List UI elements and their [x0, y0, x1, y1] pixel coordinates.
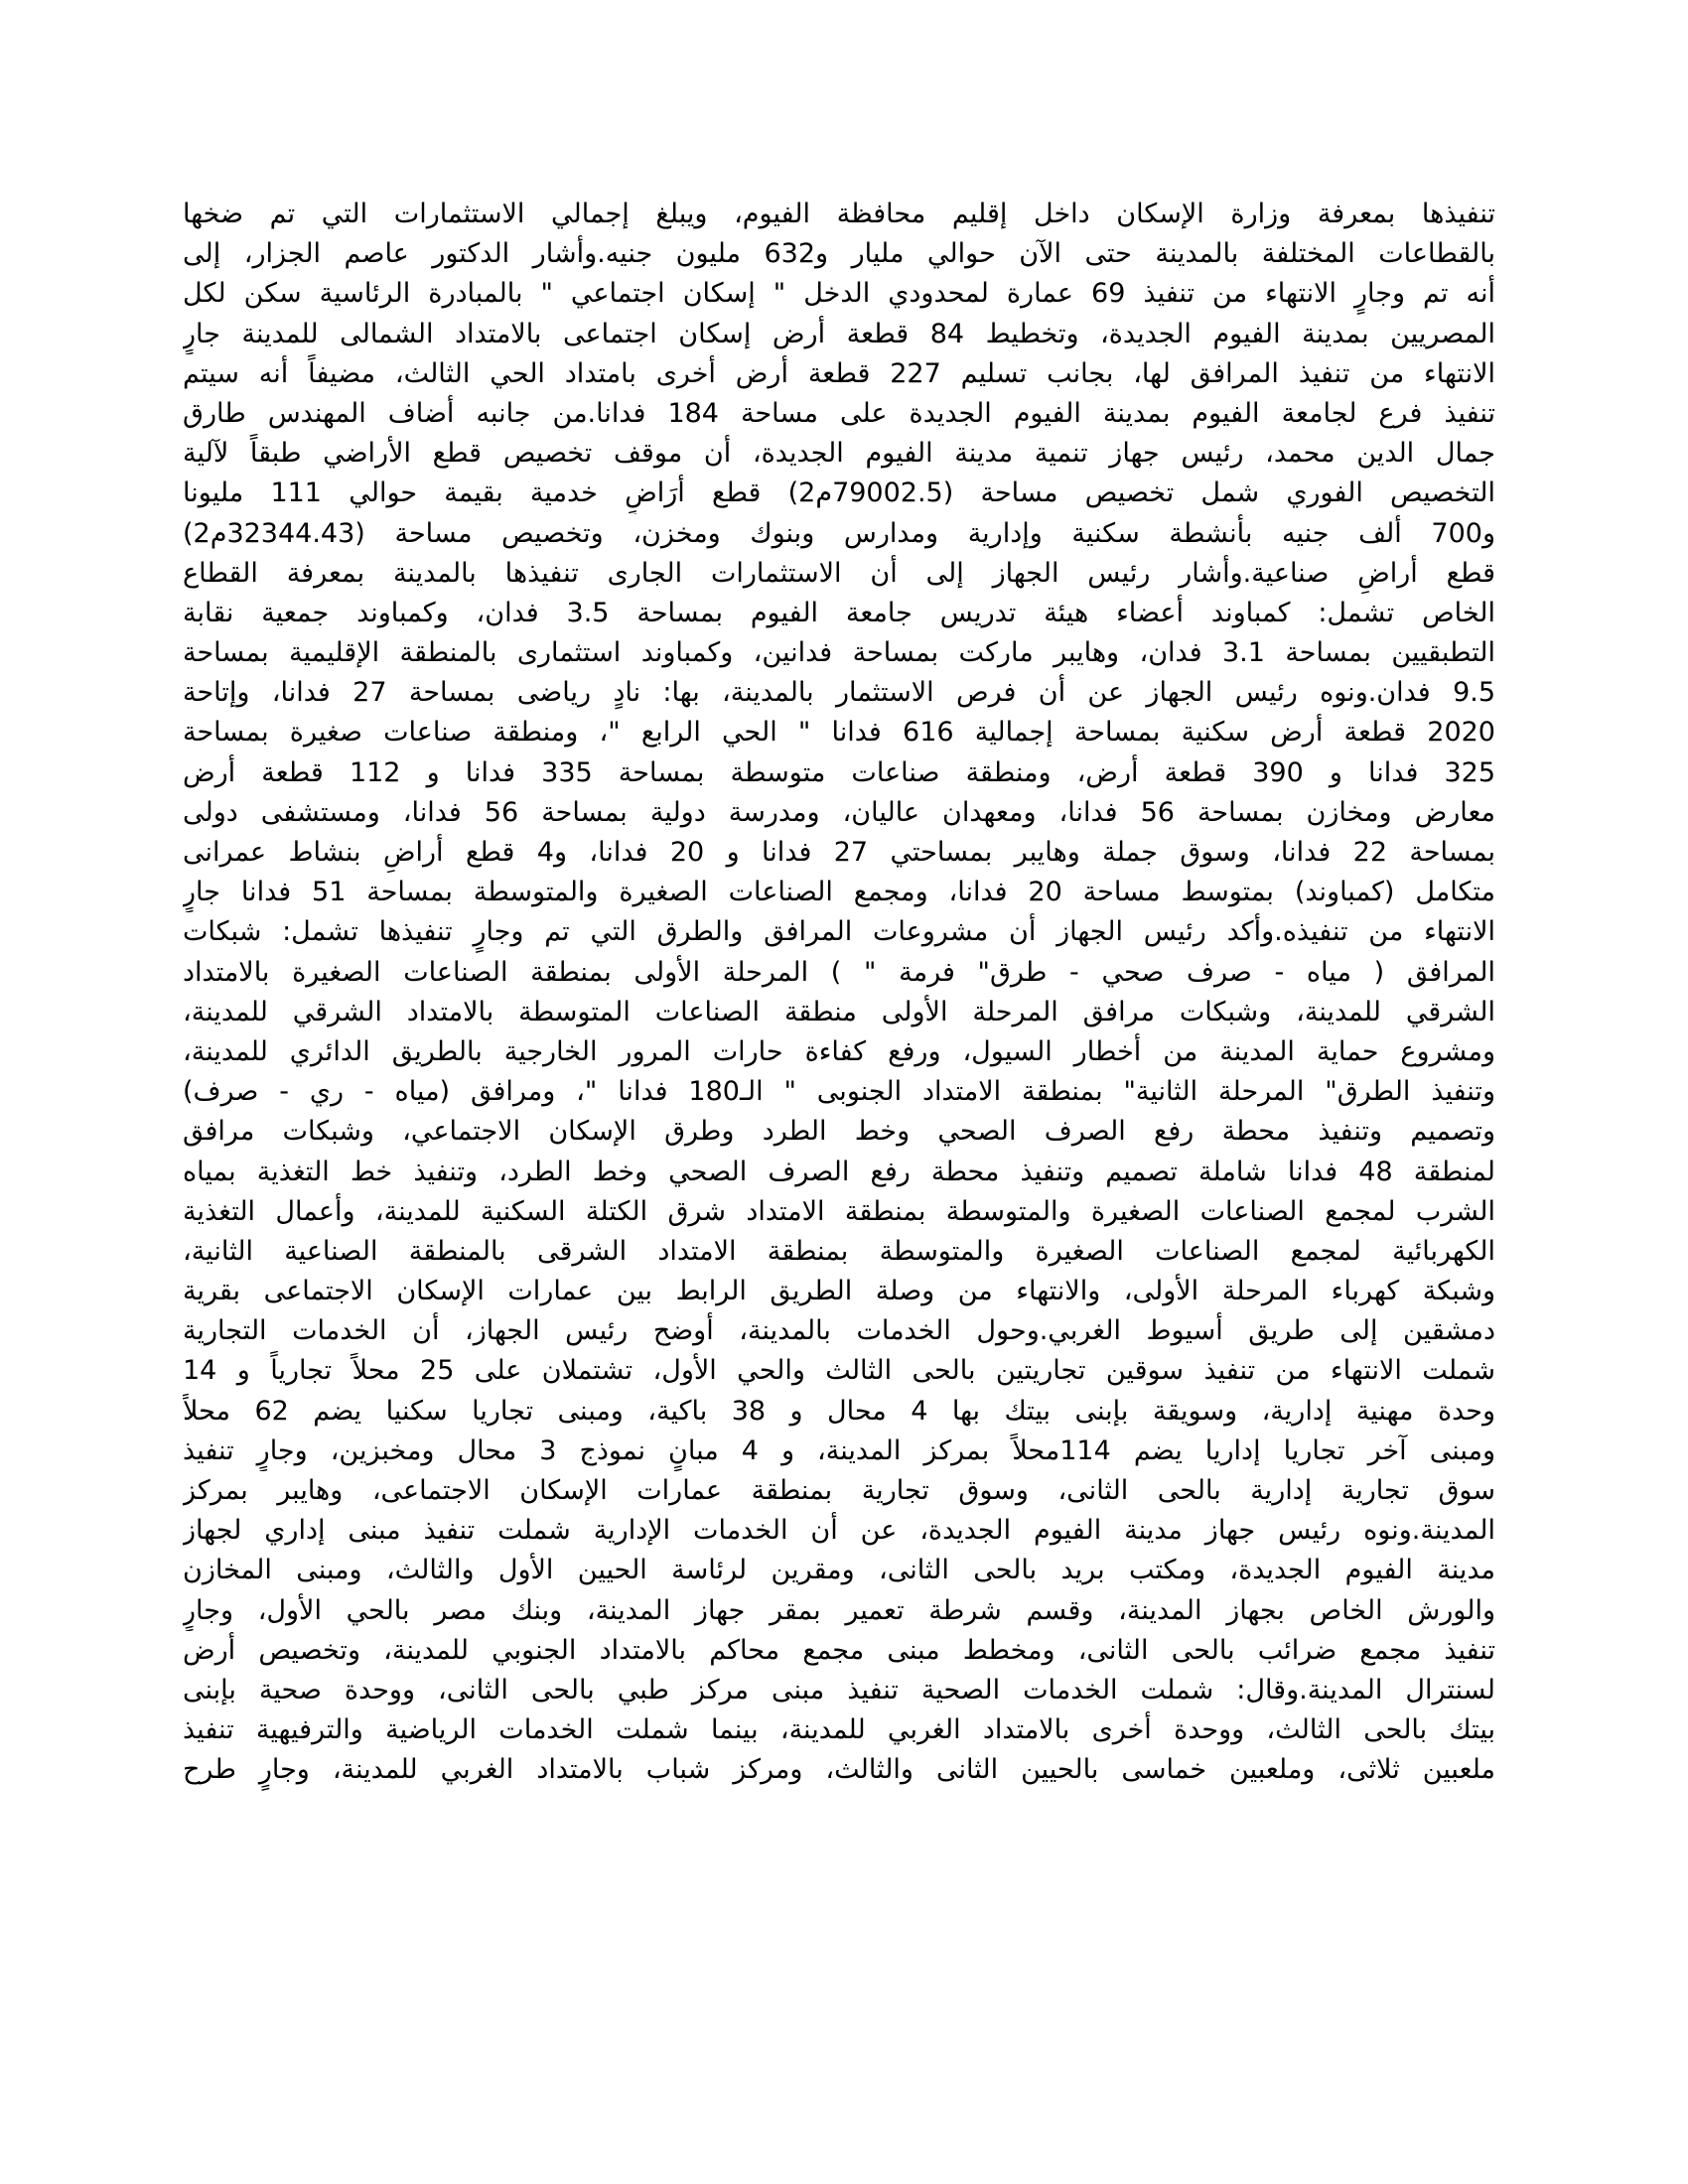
- text-line: والورش الخاص بجهاز المدينة، وقسم شرطة تعمير بمقر جهاز المدينة، وبنك مصر بالحي الأول، وجارٍ: [183, 1594, 1495, 1626]
- text-line: الشرب لمجمع الصناعات الصغيرة والمتوسطة بمنطقة الامتداد شرق الكتلة السكنية للمدينة، وأعمال التغذية: [183, 1195, 1495, 1227]
- text-line: بيتك بالحى الثالث، ووحدة أخرى بالامتداد الغربي للمدينة، بينما شملت الخدمات الرياضية والترفيهية تنفيذ: [183, 1714, 1495, 1746]
- text-line: المرافق ( مياه - صرف صحي - طرق" فرمة " ) المرحلة الأولى بمنطقة الصناعات الصغيرة بالامتداد: [183, 956, 1495, 988]
- text-line: دمشقين إلى طريق أسيوط الغربي.وحول الخدمات بالمدينة، أوضح رئيس الجهاز، أن الخدمات التجارية: [183, 1315, 1495, 1347]
- text-line: وحدة مهنية إدارية، وسويقة بإبنى بيتك بها 4 محال و 38 باكية، ومبنى تجاريا سكنيا يضم 62 محلاً: [183, 1395, 1495, 1427]
- text-line: ملعبين ثلاثى، وملعبين خماسى بالحيين الثانى والثالث، ومركز شباب بالامتداد الغربي للمدينة، وجارٍ طرح: [183, 1754, 1495, 1786]
- text-line: معارض ومخازن بمساحة 56 فدانا، ومعهدان عاليان، ومدرسة دولية بمساحة 56 فدانا، ومستشفى دولى: [183, 796, 1495, 828]
- text-line: وتصميم وتنفيذ محطة رفع الصرف الصحي وخط الطرد وطرق الإسكان الاجتماعي، وشبكات مرافق: [183, 1116, 1495, 1148]
- text-line: بالقطاعات المختلفة بالمدينة حتى الآن حوالي مليار و632 مليون جنيه.وأشار الدكتور عاصم الجزار، إلى: [183, 238, 1495, 270]
- text-line: الانتهاء من تنفيذه.وأكد رئيس الجهاز أن مشروعات المرافق والطرق التي تم وجارٍ تنفيذها تشمل: شبكات: [183, 916, 1495, 948]
- text-line: وشبكة كهرباء المرحلة الأولى، والانتهاء من وصلة الطريق الرابط بين عمارات الإسكان الاجتماعى بقرية: [183, 1276, 1495, 1307]
- text-line: الانتهاء من تنفيذ المرافق لها، بجانب تسليم 227 قطعة أرض أخرى بامتداد الحي الثالث، مضيفاً أنه سيتم: [183, 357, 1495, 389]
- text-line: لسنترال المدينة.وقال: شملت الخدمات الصحية تنفيذ مبنى مركز طبي بالحى الثانى، ووحدة صحية بإبنى: [183, 1674, 1495, 1706]
- text-line: ومبنى آخر تجاريا إداريا يضم 114محلاً بمركز المدينة، و 4 مبانٍ نموذج 3 محال ومخبزين، وجارٍ تنفيذ: [183, 1434, 1495, 1466]
- text-line: جمال الدين محمد، رئيس جهاز تنمية مدينة الفيوم الجديدة، أن موقف تخصيص قطع الأراضي طبقاً لآلية: [183, 438, 1495, 470]
- text-line: قطع أراضٍ صناعية.وأشار رئيس الجهاز إلى أن الاستثمارات الجارى تنفيذها بالمدينة بمعرفة القطاع: [183, 557, 1495, 589]
- text-line: لمنطقة 48 فدانا شاملة تصميم وتنفيذ محطة رفع الصرف الصحي وخط الطرد، وتنفيذ خط التغذية بمياه: [183, 1156, 1495, 1187]
- text-line: المصريين بمدينة الفيوم الجديدة، وتخطيط 84 قطعة أرض إسكان اجتماعى بالامتداد الشمالى للمدينة جارٍ: [183, 318, 1495, 349]
- text-line: سوق تجارية إدارية بالحى الثانى، وسوق تجارية بمنطقة عمارات الإسكان الاجتماعى، وهايبر بمركز: [183, 1475, 1495, 1506]
- text-line: الخاص تشمل: كمباوند أعضاء هيئة تدريس جامعة الفيوم بمساحة 3.5 فدان، وكمباوند جمعية نقابة: [183, 597, 1495, 628]
- text-line: المدينة.ونوه رئيس جهاز مدينة الفيوم الجديدة، عن أن الخدمات الإدارية شملت تنفيذ مبنى إداري لجهاز: [183, 1515, 1495, 1547]
- text-line: التطبقيين بمساحة 3.1 فدان، وهايبر ماركت بمساحة فدانين، وكمباوند استثمارى بالمنطقة الإقليمية بمساحة: [183, 637, 1495, 669]
- text-line: تنفيذ فرع لجامعة الفيوم بمدينة الفيوم الجديدة على مساحة 184 فدانا.من جانبه أضاف المهندس طارق: [183, 397, 1495, 429]
- text-line: التخصيص الفوري شمل تخصيص مساحة (79002.5م2) قطع أرَاضٍ خدمية بقيمة حوالي 111 مليونا: [183, 478, 1495, 509]
- text-line: الكهربائية لمجمع الصناعات الصغيرة والمتوسطة بمنطقة الامتداد الشرقى بالمنطقة الصناعية الثانية،: [183, 1235, 1495, 1267]
- text-line: 325 فدانا و 390 قطعة أرض، ومنطقة صناعات متوسطة بمساحة 335 فدانا و 112 قطعة أرض: [183, 756, 1495, 788]
- text-line: أنه تم وجارٍ الانتهاء من تنفيذ 69 عمارة لمحدودي الدخل " إسكان اجتماعي " بالمبادرة الرئاسية سكن لكل: [183, 278, 1495, 310]
- text-line: الشرقي للمدينة، وشبكات مرافق المرحلة الأولى منطقة الصناعات المتوسطة بالامتداد الشرقي للمدينة،: [183, 996, 1495, 1027]
- text-line: بمساحة 22 فدانا، وسوق جملة وهايبر بمساحتي 27 فدانا و 20 فدانا، و4 قطع أراضٍ بنشاط عمرانى: [183, 837, 1495, 868]
- text-line: متكامل (كمباوند) بمتوسط مساحة 20 فدانا، ومجمع الصناعات الصغيرة والمتوسطة بمساحة 51 فدانا جارٍ: [183, 877, 1495, 908]
- text-line: تنفيذها بمعرفة وزارة الإسكان داخل إقليم محافظة الفيوم، ويبلغ إجمالي الاستثمارات التي تم ضخها: [183, 199, 1495, 229]
- article-body: [183, 195, 1495, 1791]
- text-line: ومشروع حماية المدينة من أخطار السيول، ورفع كفاءة حارات المرور الخارجية بالطريق الدائري للمدينة،: [183, 1035, 1495, 1067]
- text-line: مدينة الفيوم الجديدة، ومكتب بريد بالحى الثانى، ومقرين لرئاسة الحيين الأول والثالث، ومبنى المخازن: [183, 1555, 1495, 1586]
- text-line: 9.5 فدان.ونوه رئيس الجهاز عن أن فرص الاستثمار بالمدينة، بها: نادٍ رياضى بمساحة 27 فدانا، وإتاحة: [183, 677, 1495, 709]
- text-line: و700 ألف جنيه بأنشطة سكنية وإدارية ومدارس وبنوك ومخزن، وتخصيص مساحة (32344.43م2): [183, 517, 1495, 549]
- text-line: وتنفيذ الطرق" المرحلة الثانية" بمنطقة الامتداد الجنوبى " الـ180 فدانا "، ومرافق (مياه - ري - صرف): [183, 1076, 1495, 1108]
- text-line: 2020 قطعة أرض سكنية بمساحة إجمالية 616 فدانا " الحي الرابع "، ومنطقة صناعات صغيرة بمساحة: [183, 717, 1495, 749]
- text-line: شملت الانتهاء من تنفيذ سوقين تجاريتين بالحى الثالث والحي الأول، تشتملان على 25 محلاً تجارياً و 14: [183, 1355, 1495, 1387]
- text-line: تنفيذ مجمع ضرائب بالحى الثانى، ومخطط مبنى مجمع محاكم بالامتداد الجنوبي للمدينة، وتخصيص أرض: [183, 1634, 1495, 1666]
